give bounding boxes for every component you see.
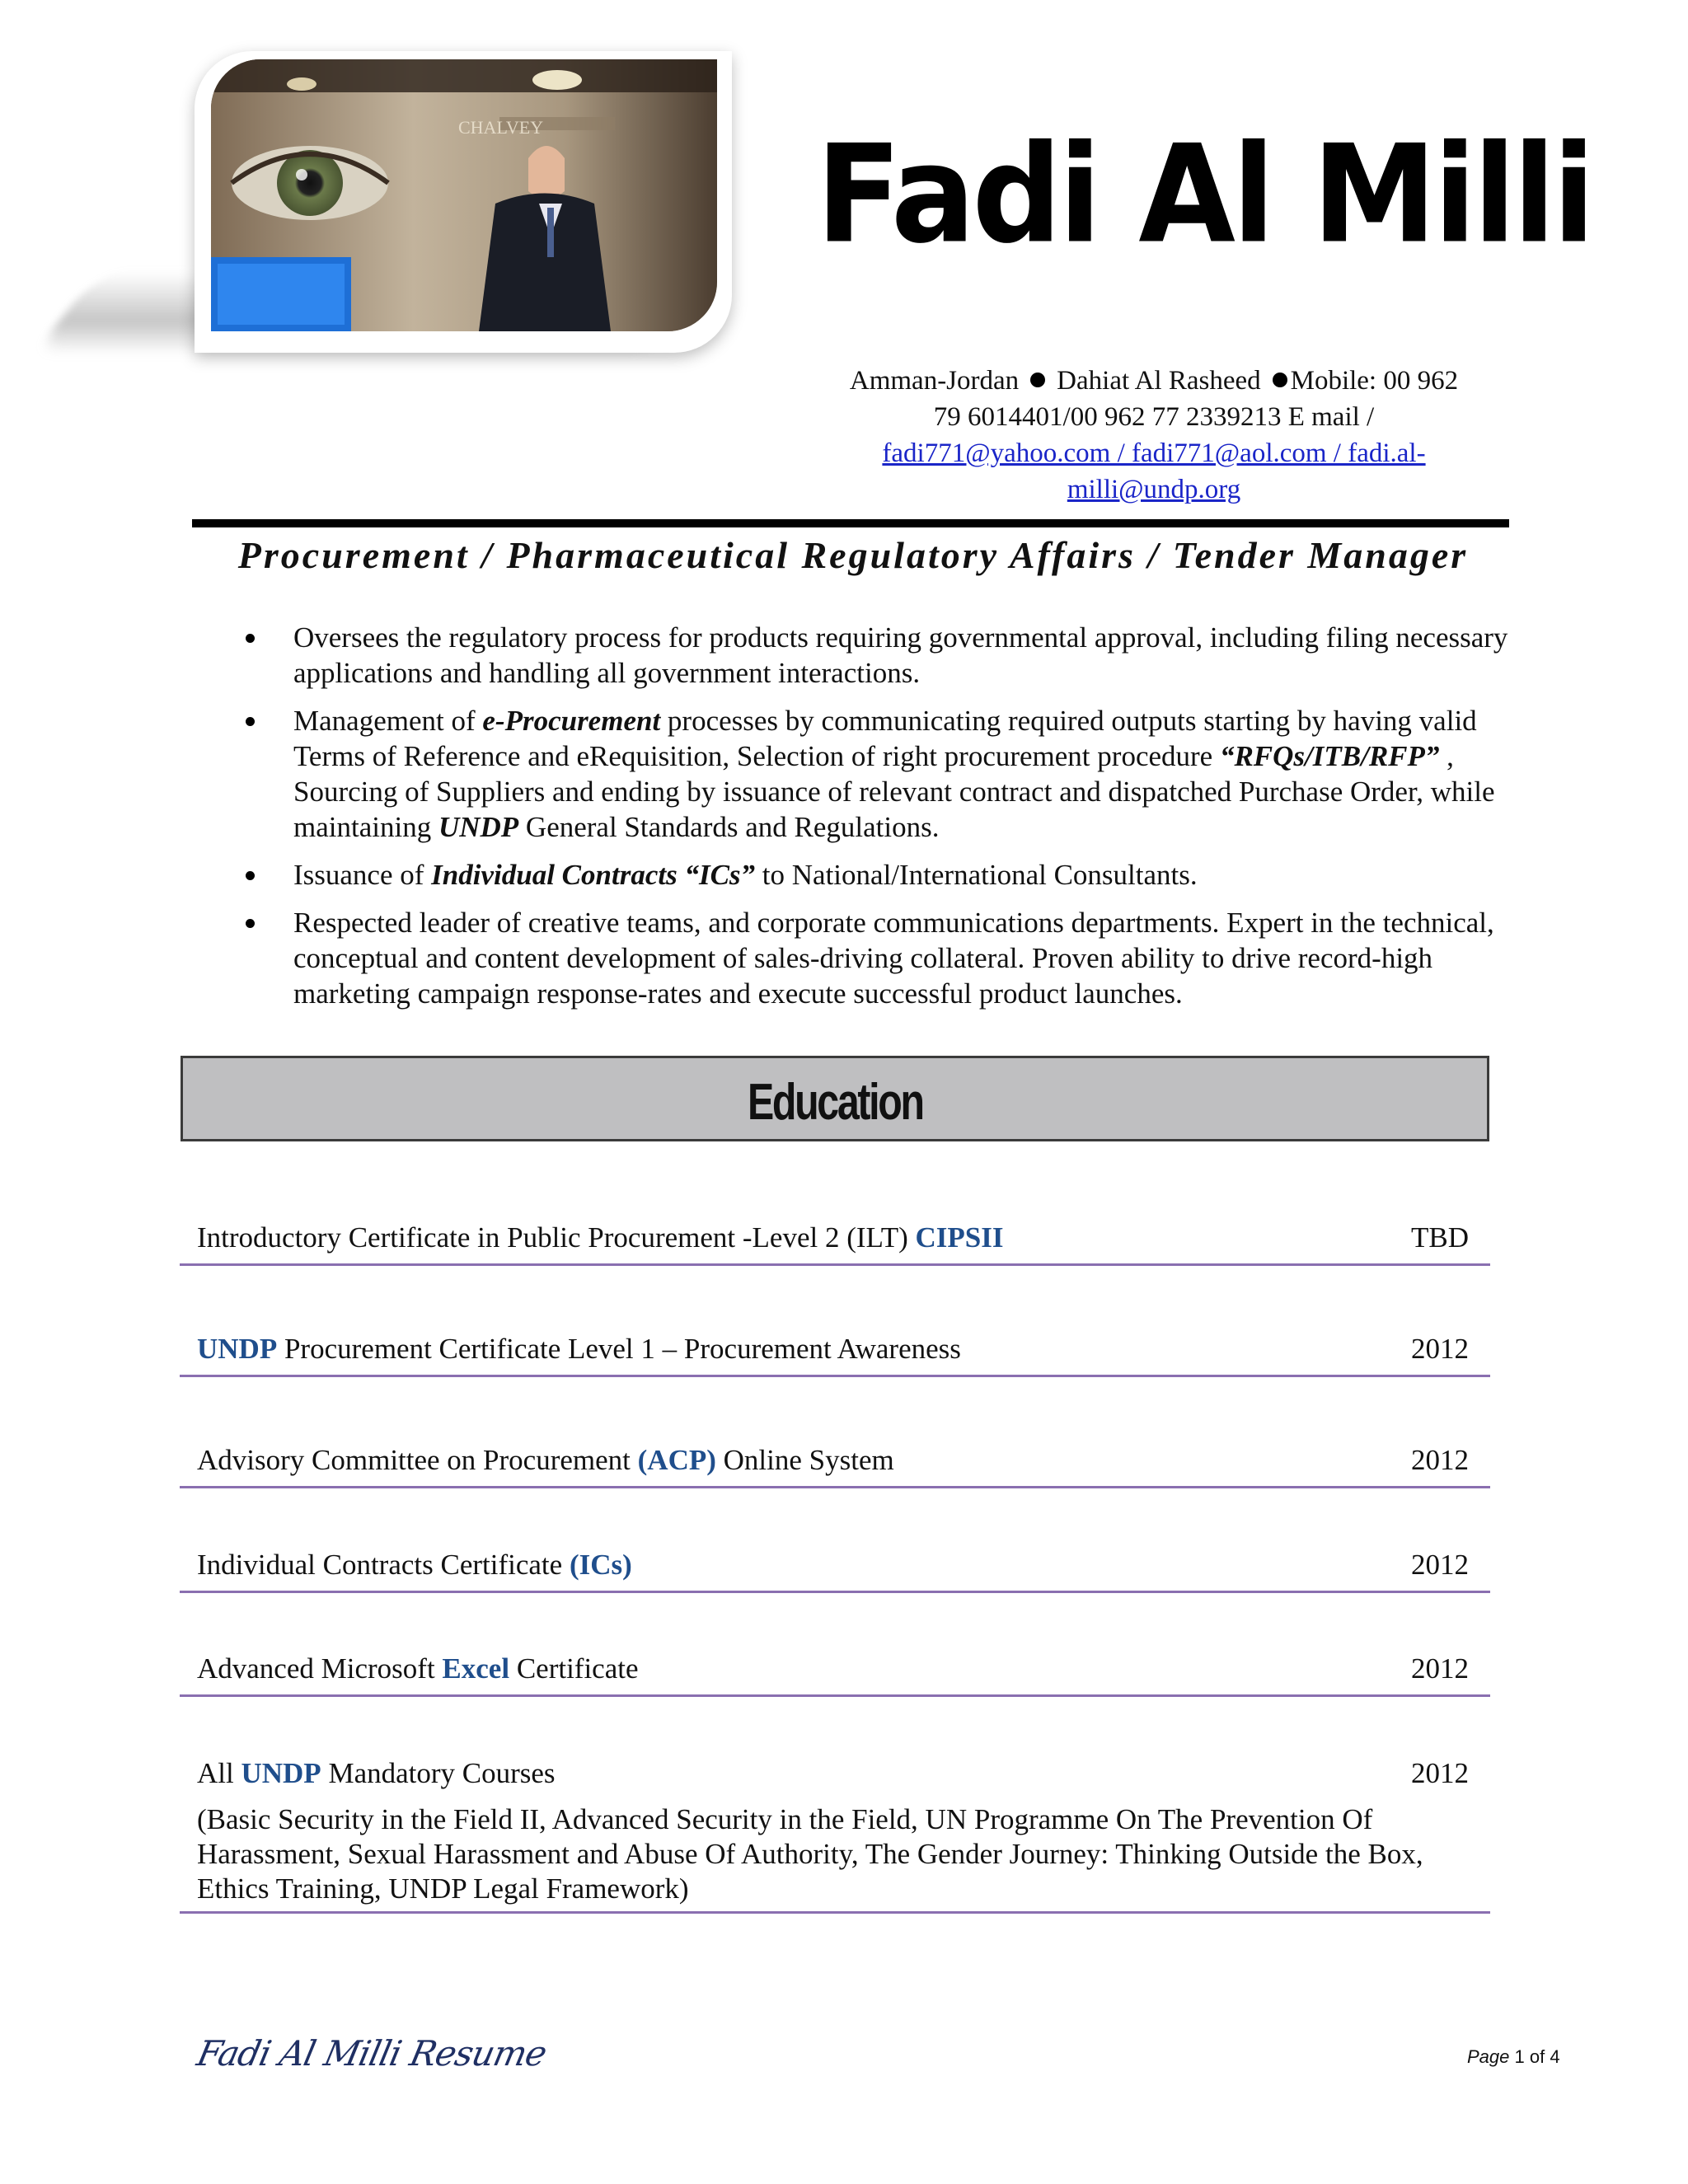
education-item-label: Individual Contracts Certificate (ICs)	[197, 1549, 632, 1581]
education-item-year: 2012	[1411, 1757, 1469, 1789]
page-word: Page	[1467, 2046, 1510, 2067]
summary-text: Issuance of	[293, 859, 432, 891]
education-row	[180, 1441, 1490, 1488]
education-item-label: Introductory Certificate in Public Procurement -Level 2 (ILT) CIPSII	[197, 1221, 1004, 1254]
contact-district: Dahiat Al Rasheed	[1057, 366, 1261, 396]
email-links-line-1[interactable]: fadi771@yahoo.com / fadi771@aol.com / fadi.al-	[882, 438, 1426, 468]
education-row	[180, 1330, 1490, 1377]
summary-emphasis: UNDP	[438, 811, 519, 843]
email-links-line-2[interactable]: milli@undp.org	[1067, 475, 1241, 504]
contact-line-2: 79 6014401/00 962 77 2339213 E mail /	[933, 402, 1375, 432]
education-item-label: UNDP Procurement Certificate Level 1 – Procurement Awareness	[197, 1333, 961, 1365]
education-item-year: 2012	[1411, 1444, 1469, 1476]
contact-block	[791, 363, 1517, 508]
education-title: Education	[747, 1074, 923, 1131]
education-item-year: TBD	[1411, 1221, 1469, 1254]
summary-emphasis: Individual Contracts “ICs”	[431, 859, 756, 891]
education-row	[180, 1650, 1490, 1697]
summary-text: , Sourcing of Suppliers and ending by issuance of relevant contract and dispatched Purchase Order, while maintaining	[293, 740, 1495, 843]
summary-emphasis: “RFQs/ITB/RFP”	[1219, 740, 1440, 772]
contact-mobile-label: Mobile: 00 962	[1290, 366, 1459, 396]
profile-photo	[211, 59, 717, 331]
summary-text: General Standards and Regulations.	[518, 811, 940, 843]
summary-bullet	[239, 905, 1525, 1011]
education-section-header	[181, 1056, 1489, 1141]
education-item-year: 2012	[1411, 1549, 1469, 1581]
page-total: of 4	[1529, 2046, 1560, 2067]
mandatory-courses-note: (Basic Security in the Field II, Advanced Security in the Field, UN Programme On The Prevention Of Harassment, Sexual Harassment and Abuse Of Authority, The Gender Journey: Thinking Outside the Box, Ethics Training, UNDP Legal Framework)	[197, 1803, 1423, 1905]
education-row	[180, 1546, 1490, 1593]
candidate-name: Fadi Al Milli	[816, 115, 1592, 274]
summary-bullet	[239, 620, 1525, 691]
education-item-label: Advanced Microsoft Excel Certificate	[197, 1652, 639, 1685]
summary-emphasis: e-Procurement	[482, 705, 661, 737]
footer-signature: Fadi Al Milli Resume	[193, 2033, 551, 2074]
professional-headline: Procurement / Pharmaceutical Regulatory Affairs / Tender Manager	[237, 534, 1469, 576]
profile-photo-image	[211, 59, 717, 331]
page-current: 1	[1514, 2046, 1525, 2067]
education-item-label: All UNDP Mandatory Courses	[197, 1757, 556, 1789]
header-divider	[192, 519, 1509, 527]
photo-sign-text: CHALVEY	[458, 117, 544, 138]
contact-line-1	[791, 363, 1517, 399]
summary-text: processes by communicating required outputs starting by having valid Terms of Reference and eRequisition, Selection of right procurement procedure	[293, 705, 1477, 772]
education-row	[180, 1219, 1490, 1266]
contact-city: Amman-Jordan	[849, 366, 1020, 396]
summary-bullets	[239, 620, 1525, 1024]
summary-bullet-text: Oversees the regulatory process for products requiring governmental approval, including filing necessary applications and handling all government interactions.	[293, 621, 1508, 689]
education-item-year: 2012	[1411, 1652, 1469, 1685]
education-item-label: Advisory Committee on Procurement (ACP) Online System	[197, 1444, 894, 1476]
summary-text: Management of	[293, 705, 483, 737]
summary-bullet-text: Respected leader of creative teams, and corporate communications departments. Expert in the technical, conceptual and content development of sales-driving collateral. Proven ability to drive record-high marketing campaign response-rates and execute successful product launches.	[293, 907, 1494, 1010]
summary-text: to National/International Consultants.	[755, 859, 1198, 891]
bullet-dot-icon	[1273, 373, 1287, 387]
education-item-year: 2012	[1411, 1333, 1469, 1365]
page-number	[1467, 2046, 1560, 2068]
summary-bullet	[239, 703, 1525, 845]
summary-bullet	[239, 857, 1525, 893]
bullet-dot-icon	[1030, 373, 1045, 387]
